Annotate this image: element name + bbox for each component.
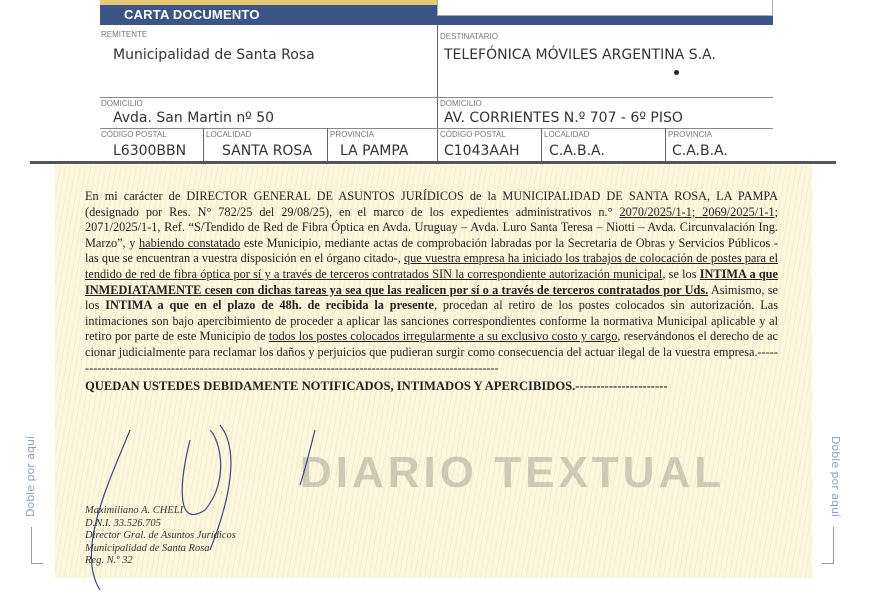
body-text: , se los bbox=[662, 266, 700, 281]
cell-divider bbox=[665, 128, 666, 161]
recipient-label: DESTINATARIO bbox=[440, 32, 498, 41]
cell-divider bbox=[203, 128, 204, 161]
body-text-bold-underlined: INTIMA a que INMEDIATAMENTE cesen con dichas tareas ya sea que las realicen por sí o a través de terceros contratados por Uds. bbox=[85, 266, 778, 297]
signer-reg: Reg. N.º 32 bbox=[85, 555, 133, 567]
recipient-city-label: LOCALIDAD bbox=[544, 130, 590, 139]
body-text: , procedan al retiro de los postes colocados sin autorización. Las intimaciones son bajo apercibimiento de proceder a aplicar las sanciones correspondientes conforme la normativa Municipal aplicable y al retiro por parte de este Municipio de bbox=[85, 298, 779, 344]
signer-name: Maximiliano A. CHELI bbox=[85, 505, 184, 516]
body-text-underlined: 2070/2025/1-1; 2069/2025/1-1; bbox=[619, 204, 778, 219]
watermark: DIARIO TEXTUAL bbox=[300, 448, 726, 497]
recipient-province-label: PROVINCIA bbox=[668, 130, 713, 139]
recipient-name: TELEFÓNICA MÓVILES ARGENTINA S.A. bbox=[444, 47, 716, 63]
body-text-underlined: que vuestra empresa ha iniciado los trabajos de colocación de postes para el tendido de red de fibra óptica por sí y a través de terceros contratados SIN la correspondiente autorización municipal bbox=[85, 251, 778, 281]
sender-address: Avda. San Martin nº 50 bbox=[113, 110, 275, 126]
form-title: CARTA DOCUMENTO bbox=[124, 7, 260, 22]
signer-org: Municipalidad de Santa Rosa bbox=[85, 542, 210, 554]
sender-address-label: DOMICILIO bbox=[101, 99, 143, 108]
body-text: , reservándonos el derecho de accionar judicialmente para reclamar los daños y perjuicios que pudieran surgir como consecuencia del actuar ilegal de la vuestra empresa.---------------------------------------------------------------------------------------------------------- bbox=[85, 329, 778, 375]
form-separator bbox=[30, 161, 836, 164]
signature-block bbox=[85, 505, 236, 568]
cell-divider bbox=[541, 128, 542, 161]
recipient-address-label: DOMICILIO bbox=[440, 99, 482, 108]
body-text: En mi carácter de DIRECTOR GENERAL DE ASUNTOS JURÍDICOS de la MUNICIPALIDAD DE SANTA ROSA, LA PAMPA (designado por Res. N° 782/25 del 29/08/25), en el marco de los expedientes administrativos n.° bbox=[85, 189, 778, 219]
body-text: 2071/2025/1-1, Ref. “S/Tendido de Red de Fibra Óptica en Avda. Uruguay – Avda. Luro Santa Teresa – Niotti – Avda. Circunvalación Ing. Marzo”, y bbox=[85, 220, 778, 250]
recipient-address: AV. CORRIENTES N.º 707 - 6º PISO bbox=[444, 110, 683, 126]
body-text: Asimismo, se los bbox=[85, 282, 778, 313]
fold-label-left: Doble por aquí bbox=[24, 436, 37, 517]
sender-city: SANTA ROSA bbox=[222, 143, 313, 159]
letter-body bbox=[85, 189, 778, 394]
stamp-box bbox=[437, 0, 773, 16]
closing-statement: QUEDAN USTEDES DEBIDAMENTE NOTIFICADOS, INTIMADOS Y APERCIBIDOS.---------------------- bbox=[85, 379, 668, 394]
body-text-underlined: habiendo constatado bbox=[139, 235, 241, 250]
ink-dot bbox=[674, 70, 679, 75]
row-divider bbox=[100, 128, 773, 129]
sender-label: REMITENTE bbox=[101, 30, 148, 39]
sender-province: LA PAMPA bbox=[340, 143, 409, 159]
letter-paragraph bbox=[85, 189, 778, 376]
fold-mark-right bbox=[822, 527, 834, 564]
recipient-postal-label: CÓDIGO POSTAL bbox=[440, 130, 506, 139]
recipient-province: C.A.B.A. bbox=[672, 143, 728, 159]
fold-label-right: Doble por aquí bbox=[829, 436, 842, 517]
sender-province-label: PROVINCIA bbox=[330, 130, 375, 139]
cell-divider bbox=[327, 128, 328, 161]
sender-postal: L6300BBN bbox=[113, 143, 187, 159]
recipient-postal: C1043AAH bbox=[444, 143, 520, 159]
row-divider bbox=[100, 97, 773, 98]
sender-name: Municipalidad de Santa Rosa bbox=[113, 47, 315, 63]
signer-role: Director Gral. de Asuntos Jurídicos bbox=[85, 530, 236, 542]
sender-city-label: LOCALIDAD bbox=[206, 130, 252, 139]
body-text-underlined: todos los postes colocados irregularmente a su exclusivo costo y cargo bbox=[268, 329, 618, 344]
recipient-city: C.A.B.A. bbox=[549, 143, 605, 159]
fold-mark-left bbox=[31, 527, 43, 564]
sender-postal-label: CÓDIGO POSTAL bbox=[101, 130, 167, 139]
column-divider bbox=[437, 25, 438, 161]
body-text-bold: INTIMA a que en el plazo de 48h. de recibida la presente bbox=[105, 298, 434, 313]
body-text: este Municipio, mediante actas de comprobación labradas por la Secretaria de Obras y Servicios Públicos -las que se encuentran a vuestra disposición en el órgano citado-, bbox=[85, 235, 778, 266]
signer-dni: D.N.I. 33.526.705 bbox=[85, 517, 161, 529]
